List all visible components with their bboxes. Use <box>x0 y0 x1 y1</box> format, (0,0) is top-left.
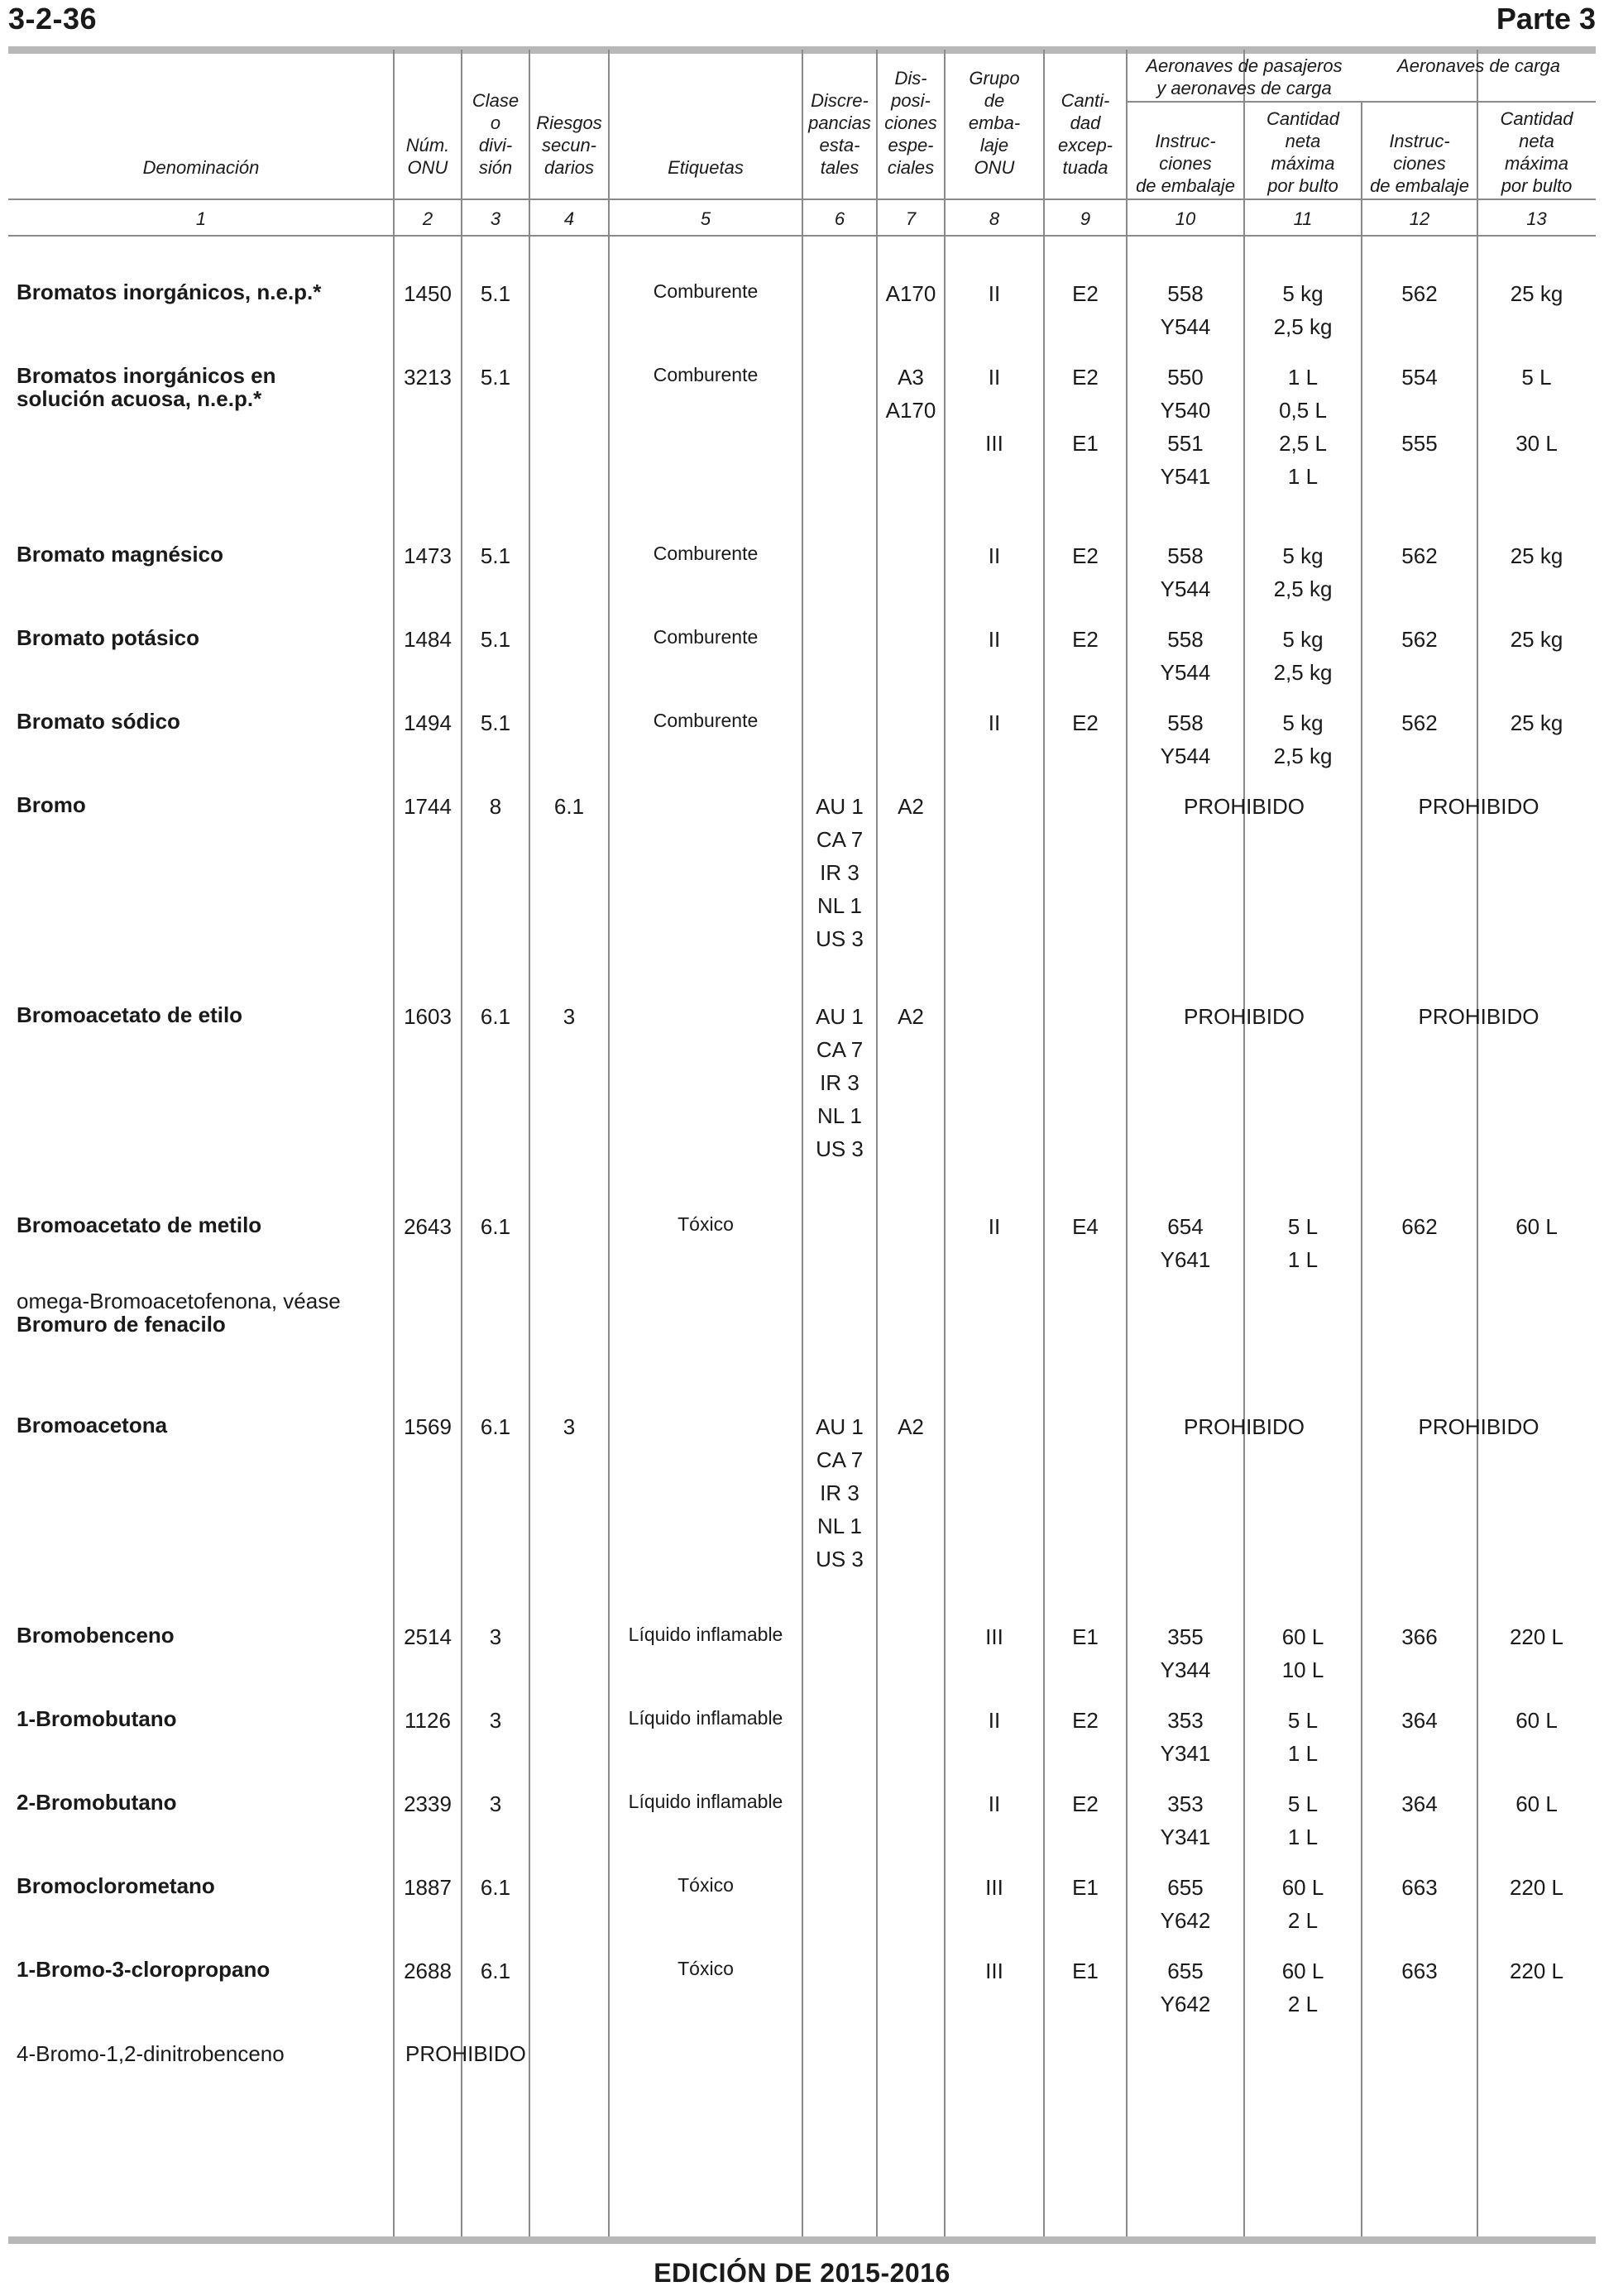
column-header-c13: Cantidad neta máxima por bulto <box>1500 108 1573 196</box>
cell-cls: 5.1 <box>480 627 511 652</box>
cell-eq: E1 <box>1072 1875 1099 1900</box>
cell-label: Tóxico <box>678 1874 734 1896</box>
column-header-c4: Riesgos secun- darios <box>536 112 602 178</box>
cell-cls: 5.1 <box>480 281 511 306</box>
cell-risk: 6.1 <box>553 794 585 819</box>
cell-onu: 1484 <box>404 627 452 652</box>
column-header-c12: Instruc- ciones de embalaje <box>1370 131 1469 196</box>
column-number: 3 <box>490 208 501 229</box>
cell-label: Tóxico <box>678 1958 734 1979</box>
cell-pi_pax: 655 Y642 <box>1160 1959 1211 2016</box>
cell-onu: 2514 <box>404 1624 452 1649</box>
cell-eq: E1 <box>1072 1959 1099 1983</box>
cell-cls: 6.1 <box>480 1875 511 1900</box>
cell-pg: III <box>985 1959 1003 1983</box>
cell-pg: II <box>988 627 1001 652</box>
substance-name: Bromoacetona <box>17 1413 168 1437</box>
cell-pi_cargo: 554 555 <box>1401 365 1438 456</box>
column-header-c10: Instruc- ciones de embalaje <box>1136 131 1235 196</box>
cell-qty_pax: 5 kg 2,5 kg <box>1273 710 1333 768</box>
cell-cls: 6.1 <box>480 1214 511 1239</box>
cross-reference-target: Bromuro de fenacilo <box>17 1312 226 1337</box>
cell-onu: 1494 <box>404 710 452 735</box>
substance-name: Bromato sódico <box>17 709 180 734</box>
cell-qty_pax: 60 L 2 L <box>1281 1875 1324 1933</box>
cell-spec: A3 A170 <box>885 365 936 423</box>
cell-pg: II III <box>985 365 1003 456</box>
cell-qty_pax: 60 L 10 L <box>1281 1624 1324 1682</box>
substance-name: 1-Bromo-3-cloropropano <box>17 1957 271 1982</box>
column-number: 4 <box>563 208 575 229</box>
bottom-rule <box>8 2236 1596 2244</box>
column-number: 9 <box>1080 208 1091 229</box>
cell-eq: E2 <box>1072 710 1099 735</box>
cell-qty_cargo: 5 L 30 L <box>1515 365 1558 456</box>
cell-pi_cargo: 364 <box>1401 1708 1438 1733</box>
cell-qty_cargo: 25 kg <box>1510 627 1563 652</box>
header-divider <box>8 199 1596 200</box>
cell-pi_pax: 558 Y544 <box>1160 281 1211 339</box>
cell-pi_cargo: 562 <box>1401 281 1438 306</box>
cell-label: Líquido inflamable <box>628 1791 783 1812</box>
cell-risk: 3 <box>563 1414 576 1439</box>
substance-name: 1-Bromobutano <box>17 1706 177 1731</box>
cell-qty_cargo: 220 L <box>1509 1875 1564 1900</box>
cell-pg: II <box>988 1214 1001 1239</box>
cell-qty_pax: 5 kg 2,5 kg <box>1273 281 1333 339</box>
cell-disc: AU 1 CA 7 IR 3 NL 1 US 3 <box>816 794 864 951</box>
cell-label: Tóxico <box>678 1213 734 1235</box>
cell-cls: 3 <box>489 1708 502 1733</box>
cell-qty_cargo: 220 L <box>1509 1624 1564 1649</box>
cell-pi_pax: 558 Y544 <box>1160 543 1211 601</box>
cell-label: Comburente <box>653 364 759 385</box>
cell-onu: 1887 <box>404 1875 452 1900</box>
cell-eq: E2 <box>1072 281 1099 306</box>
substance-name: Bromatos inorgánicos, n.e.p.* <box>17 280 322 304</box>
cell-qty_pax: 1 L 0,5 L 2,5 L 1 L <box>1279 365 1327 489</box>
column-number: 1 <box>195 208 207 229</box>
cell-spec: A2 <box>898 794 924 819</box>
cell-cls: 3 <box>489 1624 502 1649</box>
cell-spec: A2 <box>898 1004 924 1029</box>
column-header-c2: Núm. ONU <box>405 135 450 178</box>
cell-eq: E2 E1 <box>1072 365 1099 456</box>
cell-qty_pax: 60 L 2 L <box>1281 1959 1324 2016</box>
cell-eq: E2 <box>1072 1708 1099 1733</box>
cell-pg: II <box>988 1791 1001 1816</box>
cell-cls: 6.1 <box>480 1414 511 1439</box>
cell-cls: 5.1 <box>480 710 511 735</box>
column-header-c5: Etiquetas <box>668 157 744 178</box>
column-number: 10 <box>1175 208 1196 229</box>
column-header-c8: Grupo de emba- laje ONU <box>968 68 1021 178</box>
part-label: Parte 3 <box>1496 2 1596 36</box>
cell-pi_pax: 654 Y641 <box>1160 1214 1211 1272</box>
substance-name: Bromobenceno <box>17 1623 175 1648</box>
cell-eq: E2 <box>1072 543 1099 568</box>
column-number: 6 <box>834 208 845 229</box>
page-number: 3-2-36 <box>8 2 98 36</box>
column-number: 5 <box>700 208 711 229</box>
cross-reference-text: omega-Bromoacetofenona, véase <box>17 1289 341 1313</box>
prohibited-passenger: PROHIBIDO <box>1184 1414 1305 1439</box>
cell-pi_cargo: 663 <box>1401 1959 1438 1983</box>
cell-label: Comburente <box>653 626 759 648</box>
cell-onu: 2643 <box>404 1214 452 1239</box>
substance-name: Bromato magnésico <box>17 542 223 567</box>
substance-name: 4-Bromo-1,2-dinitrobenceno <box>17 2041 285 2066</box>
column-number: 2 <box>422 208 433 229</box>
cell-onu: 3213 <box>404 365 452 390</box>
cell-qty_pax: 5 L 1 L <box>1287 1791 1319 1849</box>
cell-onu: 1603 <box>404 1004 452 1029</box>
cell-onu: 1569 <box>404 1414 452 1439</box>
cell-pi_cargo: 562 <box>1401 710 1438 735</box>
cell-spec: A170 <box>885 281 936 306</box>
cell-pi_pax: 558 Y544 <box>1160 710 1211 768</box>
cell-disc: AU 1 CA 7 IR 3 NL 1 US 3 <box>816 1004 864 1161</box>
column-number: 7 <box>905 208 917 229</box>
cell-onu: 1450 <box>404 281 452 306</box>
cell-qty_pax: 5 kg 2,5 kg <box>1273 627 1333 685</box>
column-header-c3: Clase o divi- sión <box>472 90 520 178</box>
cell-qty_pax: 5 kg 2,5 kg <box>1273 543 1333 601</box>
cell-pg: III <box>985 1875 1003 1900</box>
cell-qty_cargo: 60 L <box>1515 1791 1558 1816</box>
substance-name: Bromo <box>17 792 86 817</box>
column-number: 8 <box>989 208 1000 229</box>
cell-label: Comburente <box>653 280 759 302</box>
cell-pi_pax: 558 Y544 <box>1160 627 1211 685</box>
cell-pg: II <box>988 281 1001 306</box>
edition-footer: EDICIÓN DE 2015-2016 <box>654 2258 950 2288</box>
column-header-c9: Canti- dad excep- tuada <box>1057 90 1113 178</box>
prohibited-passenger: PROHIBIDO <box>1184 1004 1305 1029</box>
cell-pi_cargo: 662 <box>1401 1214 1438 1239</box>
cell-qty_cargo: 60 L <box>1515 1708 1558 1733</box>
column-number: 13 <box>1526 208 1547 229</box>
cell-pi_cargo: 364 <box>1401 1791 1438 1816</box>
prohibited-cargo: PROHIBIDO <box>1418 1004 1539 1029</box>
cell-qty_pax: 5 L 1 L <box>1287 1214 1319 1272</box>
substance-name: Bromoacetato de etilo <box>17 1002 243 1027</box>
cell-label: Comburente <box>653 543 759 564</box>
cell-risk: 3 <box>563 1004 576 1029</box>
cell-spec: A2 <box>898 1414 924 1439</box>
cell-pi_pax: 353 Y341 <box>1160 1708 1211 1766</box>
group-header-underline <box>1127 101 1596 103</box>
cell-qty_cargo: 25 kg <box>1510 710 1563 735</box>
cell-pg: III <box>985 1624 1003 1649</box>
column-number: 12 <box>1409 208 1430 229</box>
cell-eq: E2 <box>1072 627 1099 652</box>
cell-cls: 6.1 <box>480 1004 511 1029</box>
cell-qty_cargo: 25 kg <box>1510 281 1563 306</box>
substance-name: Bromatos inorgánicos en solución acuosa, n.e.p.* <box>17 363 276 411</box>
cell-label: Líquido inflamable <box>628 1624 783 1645</box>
cell-pg: II <box>988 543 1001 568</box>
cell-cls: 3 <box>489 1791 502 1816</box>
cell-cls: 5.1 <box>480 365 511 390</box>
cell-label: Líquido inflamable <box>628 1707 783 1729</box>
cell-label: Comburente <box>653 710 759 731</box>
prohibited-cargo: PROHIBIDO <box>1418 1414 1539 1439</box>
column-number: 11 <box>1293 208 1313 229</box>
cross-reference <box>17 1289 381 1336</box>
prohibited-cargo: PROHIBIDO <box>1418 794 1539 819</box>
cell-disc: AU 1 CA 7 IR 3 NL 1 US 3 <box>816 1414 864 1571</box>
prohibited-all: PROHIBIDO <box>405 2041 526 2066</box>
cell-onu: 1473 <box>404 543 452 568</box>
cell-eq: E4 <box>1072 1214 1099 1239</box>
group-header-cargo: Aeronaves de carga <box>1397 55 1560 76</box>
cell-pg: II <box>988 710 1001 735</box>
cell-qty_cargo: 25 kg <box>1510 543 1563 568</box>
cell-cls: 5.1 <box>480 543 511 568</box>
cell-pi_cargo: 366 <box>1401 1624 1438 1649</box>
substance-name: Bromoclorometano <box>17 1873 215 1898</box>
cell-pi_cargo: 562 <box>1401 627 1438 652</box>
cell-onu: 2339 <box>404 1791 452 1816</box>
cell-qty_cargo: 220 L <box>1509 1959 1564 1983</box>
column-header-c6: Discre- pancias esta- tales <box>808 90 871 178</box>
cell-onu: 1126 <box>405 1708 451 1733</box>
substance-name: 2-Bromobutano <box>17 1790 177 1815</box>
cell-qty_pax: 5 L 1 L <box>1287 1708 1319 1766</box>
cell-onu: 1744 <box>404 794 452 819</box>
cell-cls: 6.1 <box>480 1959 511 1983</box>
cell-cls: 8 <box>489 794 502 819</box>
group-header-passenger-cargo: Aeronaves de pasajeros y aeronaves de carga <box>1146 55 1343 98</box>
substance-name: Bromato potásico <box>17 625 200 650</box>
cell-pi_cargo: 562 <box>1401 543 1438 568</box>
column-header-c11: Cantidad neta máxima por bulto <box>1266 108 1340 196</box>
prohibited-passenger: PROHIBIDO <box>1184 794 1305 819</box>
column-header-c1: Denominación <box>142 157 260 178</box>
cell-pi_pax: 353 Y341 <box>1160 1791 1211 1849</box>
cell-pi_pax: 655 Y642 <box>1160 1875 1211 1933</box>
column-number-divider <box>8 235 1596 237</box>
cell-pi_pax: 550 Y540 551 Y541 <box>1160 365 1211 489</box>
cell-pg: II <box>988 1708 1001 1733</box>
cell-pi_cargo: 663 <box>1401 1875 1438 1900</box>
substance-name: Bromoacetato de metilo <box>17 1213 262 1237</box>
cell-eq: E2 <box>1072 1791 1099 1816</box>
cell-onu: 2688 <box>404 1959 452 1983</box>
cell-pi_pax: 355 Y344 <box>1160 1624 1211 1682</box>
cell-eq: E1 <box>1072 1624 1099 1649</box>
column-header-c7: Dis- posi- ciones espe- ciales <box>884 68 937 178</box>
cell-qty_cargo: 60 L <box>1515 1214 1558 1239</box>
